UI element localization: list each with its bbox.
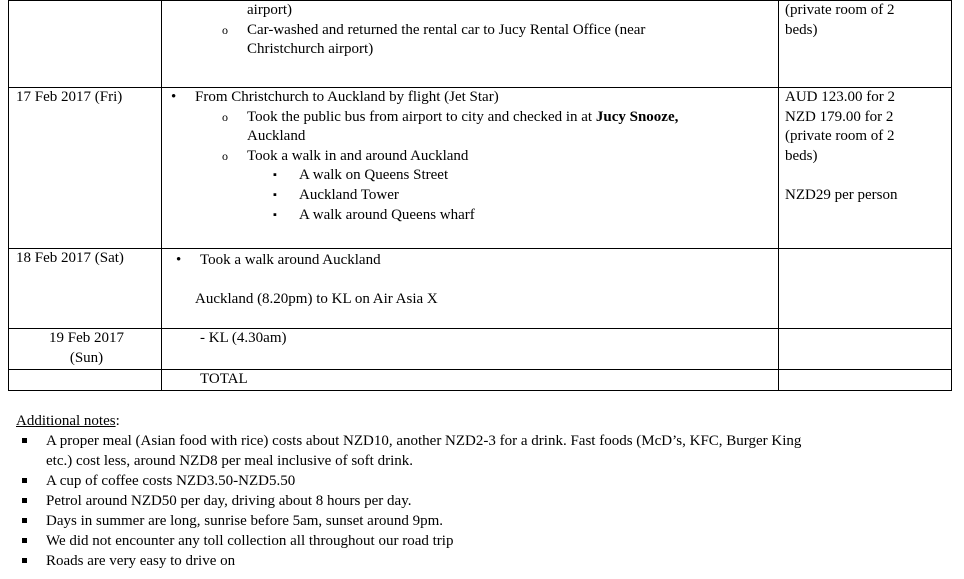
table-row	[9, 370, 952, 391]
activity-line: airport)	[247, 2, 292, 18]
activity-item: • Took a walk around Auckland	[162, 249, 778, 271]
activity-cell	[162, 249, 779, 329]
table-row	[9, 249, 952, 329]
note-item: A proper meal (Asian food with rice) costs about NZD10, another NZD2-3 for a drink. Fast foods (McD’s, KFC, Burger King etc.) cost less, around NZD8 per meal inclusive of soft drink.	[16, 431, 946, 471]
circle-bullet-icon: o	[222, 148, 228, 163]
itinerary-table	[8, 0, 952, 391]
square-bullet-icon	[22, 518, 27, 523]
additional-notes	[16, 411, 946, 571]
disc-bullet-icon: •	[176, 252, 182, 268]
table-row	[9, 88, 952, 249]
square-bullet-icon: ▪	[273, 188, 277, 201]
note-item: A cup of coffee costs NZD3.50-NZD5.50	[16, 471, 946, 491]
date-cell: 19 Feb 2017 (Sun)	[9, 329, 162, 370]
activity-cell	[162, 88, 779, 249]
square-bullet-icon	[22, 498, 27, 503]
disc-bullet-icon: •	[171, 89, 177, 105]
hotel-name: Jucy Snooze,	[595, 108, 679, 125]
cost-cell	[779, 249, 952, 329]
activity-subsubitem: ▪ Auckland Tower	[162, 186, 778, 206]
date-cell: 18 Feb 2017 (Sat)	[9, 249, 162, 329]
cost-cell: AUD 123.00 for 2 NZD 179.00 for 2 (private room of 2 beds) NZD29 per person	[779, 88, 952, 249]
note-item: We did not encounter any toll collection all throughout our road trip	[16, 531, 946, 551]
spacer	[162, 271, 778, 291]
activity-cell	[162, 370, 779, 391]
activity-subsubitem: ▪ A walk around Queens wharf	[162, 206, 778, 226]
cost-cell	[779, 329, 952, 370]
total-label: TOTAL	[200, 371, 248, 387]
date-cell: 17 Feb 2017 (Fri)	[9, 88, 162, 249]
date-cell	[9, 1, 162, 88]
note-item: Roads are very easy to drive on	[16, 551, 946, 571]
spacer	[785, 166, 951, 186]
total-cost-cell	[779, 370, 952, 391]
activity-item: • From Christchurch to Auckland by flight (Jet Star)	[162, 88, 778, 108]
circle-bullet-icon: o	[222, 109, 228, 124]
activity-line: Auckland (8.20pm) to KL on Air Asia X	[195, 291, 438, 308]
activity-line: - KL (4.30am)	[200, 330, 287, 346]
circle-bullet-icon: o	[222, 22, 228, 37]
date-cell	[9, 370, 162, 391]
activity-cell	[162, 329, 779, 370]
square-bullet-icon: ▪	[273, 208, 277, 221]
square-bullet-icon: ▪	[273, 169, 277, 182]
square-bullet-icon	[22, 558, 27, 563]
activity-subitem: o Took the public bus from airport to city and checked in at Jucy Snooze,	[162, 108, 778, 128]
activity-subitem: o Took a walk in and around Auckland	[162, 147, 778, 167]
table-row	[9, 1, 952, 88]
activity-subsubitem: ▪ A walk on Queens Street	[162, 166, 778, 186]
note-item: Days in summer are long, sunrise before 5am, sunset around 9pm.	[16, 511, 946, 531]
square-bullet-icon	[22, 478, 27, 483]
activity-line: Auckland	[247, 128, 306, 145]
square-bullet-icon	[22, 438, 27, 443]
cost-cell: (private room of 2 beds)	[779, 1, 952, 88]
activity-cell	[162, 1, 779, 88]
table-row	[9, 329, 952, 370]
notes-heading: Additional notes:	[16, 413, 120, 429]
activity-subitem: o Car-washed and returned the rental car to Jucy Rental Office (near	[162, 21, 778, 41]
square-bullet-icon	[22, 538, 27, 543]
activity-line: Christchurch airport)	[247, 41, 374, 58]
note-item: Petrol around NZD50 per day, driving about 8 hours per day.	[16, 491, 946, 511]
